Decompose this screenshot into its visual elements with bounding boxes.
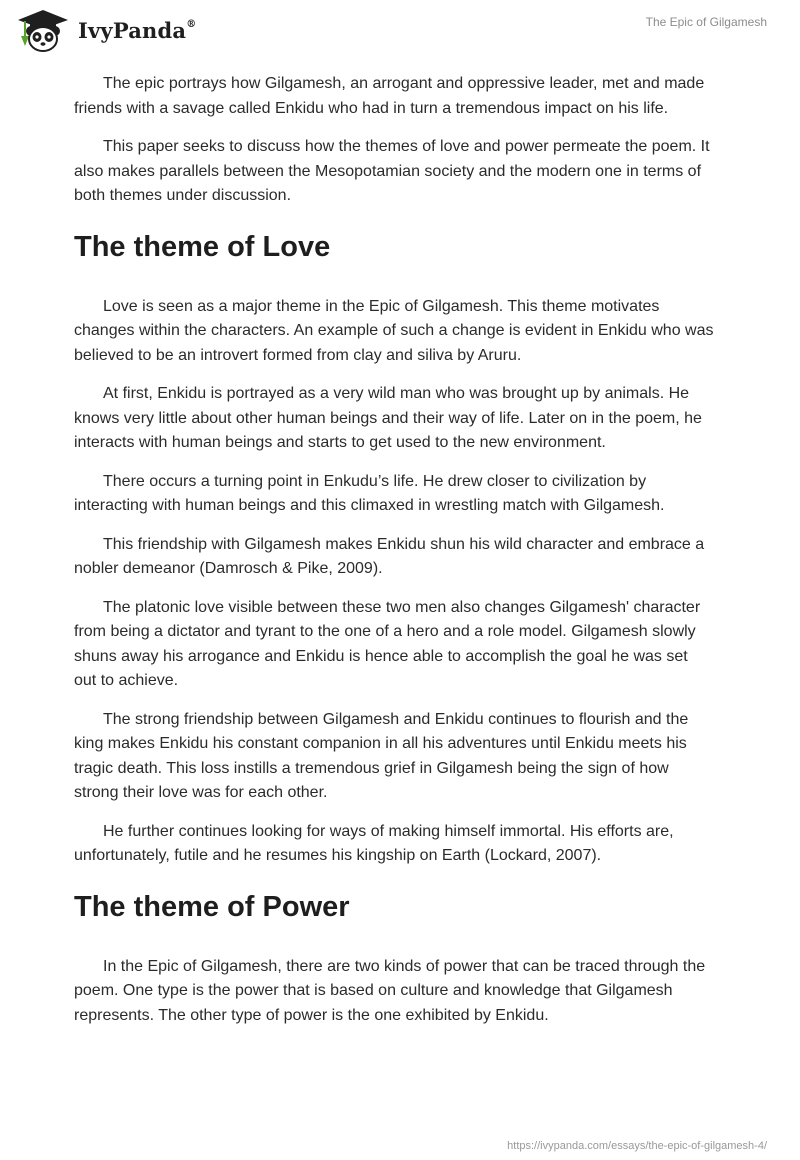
paragraph: Love is seen as a major theme in the Epic of Gilgamesh. This theme motivates changes within the characters. An example of such a change is evident in Enkidu who was believed to be an introvert formed from clay and siliva by Aruru. bbox=[74, 297, 714, 364]
essay-body bbox=[74, 72, 714, 1042]
source-url[interactable]: https://ivypanda.com/essays/the-epic-of-gilgamesh-4/ bbox=[507, 1140, 767, 1152]
paragraph: The platonic love visible between these two men also changes Gilgamesh' character from being a dictator and tyrant to the one of a hero and a role model. Gilgamesh slowly shuns away his arrogance and Enkidu is hence able to accomplish the goal he was set out to achieve. bbox=[74, 598, 701, 689]
page-header bbox=[0, 0, 800, 70]
paragraph: The epic portrays how Gilgamesh, an arrogant and oppressive leader, met and made friends with a savage called Enkidu who had in turn a tremendous impact on his life. bbox=[74, 75, 705, 117]
panda-graduate-icon bbox=[14, 8, 72, 52]
ivypanda-logo[interactable] bbox=[14, 8, 196, 52]
paragraph: At first, Enkidu is portrayed as a very wild man who was brought up by animals. He knows very little about other human beings and their way of life. Later on in the poem, he interacts with human beings and starts to get used to the new environment. bbox=[74, 385, 702, 451]
paragraph: In the Epic of Gilgamesh, there are two kinds of power that can be traced through the poem. One type is the power that is based on culture and knowledge that Gilgamesh represents. The other type of power is the one exhibited by Enkidu. bbox=[74, 957, 706, 1024]
paragraph: He further continues looking for ways of making himself immortal. His efforts are, unfortunately, futile and he resumes his kingship on Earth (Lockard, 2007). bbox=[74, 822, 674, 864]
paragraph: The strong friendship between Gilgamesh and Enkidu continues to flourish and the king makes Enkidu his constant companion in all his adventures until Enkidu meets his tragic death. This loss instills a tremendous grief in Gilgamesh being the sign of how strong their love was for each other. bbox=[74, 710, 689, 801]
paragraph: There occurs a turning point in Enkudu’s life. He drew closer to civilization by interacting with human beings and this climaxed in wrestling match with Gilgamesh. bbox=[74, 472, 665, 514]
paragraph: This paper seeks to discuss how the themes of love and power permeate the poem. It also makes parallels between the Mesopotamian society and the modern one in terms of both themes under discussion. bbox=[74, 138, 710, 204]
section-heading-power: The theme of Power bbox=[74, 890, 350, 923]
section-heading-love: The theme of Love bbox=[74, 230, 331, 263]
brand-name: IvyPanda® bbox=[78, 17, 197, 43]
document-title: The Epic of Gilgamesh bbox=[645, 15, 767, 29]
paragraph: This friendship with Gilgamesh makes Enkidu shun his wild character and embrace a nobler demeanor (Damrosch & Pike, 2009). bbox=[74, 535, 705, 577]
